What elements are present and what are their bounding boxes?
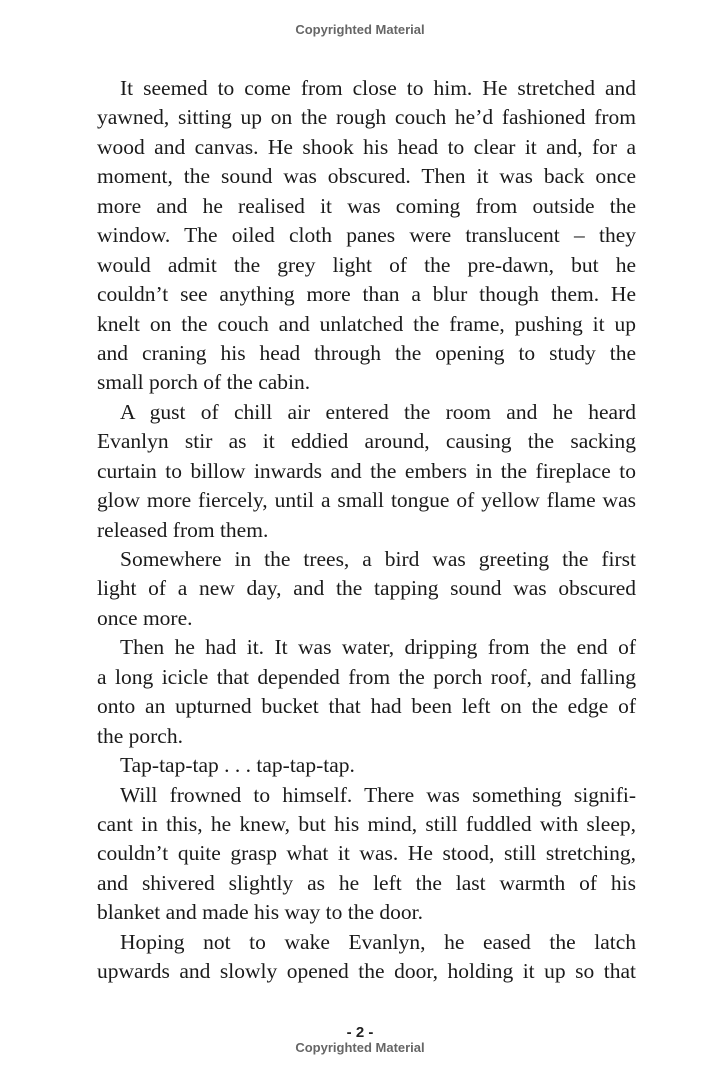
- text-line: glow more fiercely, until a small tongue of yellow flame was: [97, 488, 636, 513]
- text-line: onto an upturned bucket that had been left on the edge of: [97, 694, 636, 719]
- text-line: and craning his head through the opening to study the: [97, 340, 636, 365]
- text-line: a long icicle that depended from the porch roof, and falling: [97, 664, 636, 689]
- text-line: light of a new day, and the tapping sound was obscured: [97, 576, 636, 601]
- text-line: would admit the grey light of the pre-dawn, but he: [97, 252, 636, 277]
- text-line: couldn’t see anything more than a blur though them. He: [97, 282, 636, 307]
- text-line: once more.: [97, 605, 193, 630]
- copyright-footer: Copyrighted Material: [295, 1040, 425, 1055]
- text-line: Tap-tap-tap . . . tap-tap-tap.: [120, 753, 355, 778]
- copyright-header: Copyrighted Material: [295, 22, 425, 37]
- text-line: and shivered slightly as he left the last warmth of his: [97, 870, 636, 895]
- text-line: moment, the sound was obscured. Then it was back once: [97, 164, 636, 189]
- text-line: released from them.: [97, 517, 269, 542]
- text-line: Then he had it. It was water, dripping from the end of: [120, 635, 636, 660]
- text-line: yawned, sitting up on the rough couch he’d fashioned from: [97, 105, 636, 130]
- text-line: blanket and made his way to the door.: [97, 900, 424, 925]
- text-line: the porch.: [97, 723, 183, 748]
- text-line: Will frowned to himself. There was something signifi-: [120, 782, 636, 807]
- text-line: Somewhere in the trees, a bird was greeting the first: [120, 547, 636, 571]
- text-line: A gust of chill air entered the room and he heard: [120, 399, 636, 424]
- text-line: couldn’t quite grasp what it was. He stood, still stretching,: [97, 841, 636, 866]
- text-line: Evanlyn stir as it eddied around, causing the sacking: [97, 429, 636, 454]
- page-number: - 2 -: [346, 1024, 374, 1041]
- body-text: [97, 74, 636, 987]
- text-line: wood and canvas. He shook his head to clear it and, for a: [97, 134, 636, 159]
- text-line: knelt on the couch and unlatched the frame, pushing it up: [97, 311, 636, 336]
- text-line: small porch of the cabin.: [97, 370, 311, 395]
- text-line: Hoping not to wake Evanlyn, he eased the latch: [120, 929, 636, 954]
- text-line: upwards and slowly opened the door, holding it up so that: [97, 959, 636, 984]
- text-line: curtain to billow inwards and the embers in the fireplace to: [97, 458, 636, 483]
- text-line: window. The oiled cloth panes were translucent – they: [97, 223, 636, 248]
- text-line: more and he realised it was coming from outside the: [97, 193, 636, 218]
- text-line: It seemed to come from close to him. He stretched and: [120, 76, 636, 100]
- text-line: cant in this, he knew, but his mind, still fuddled with sleep,: [97, 811, 636, 836]
